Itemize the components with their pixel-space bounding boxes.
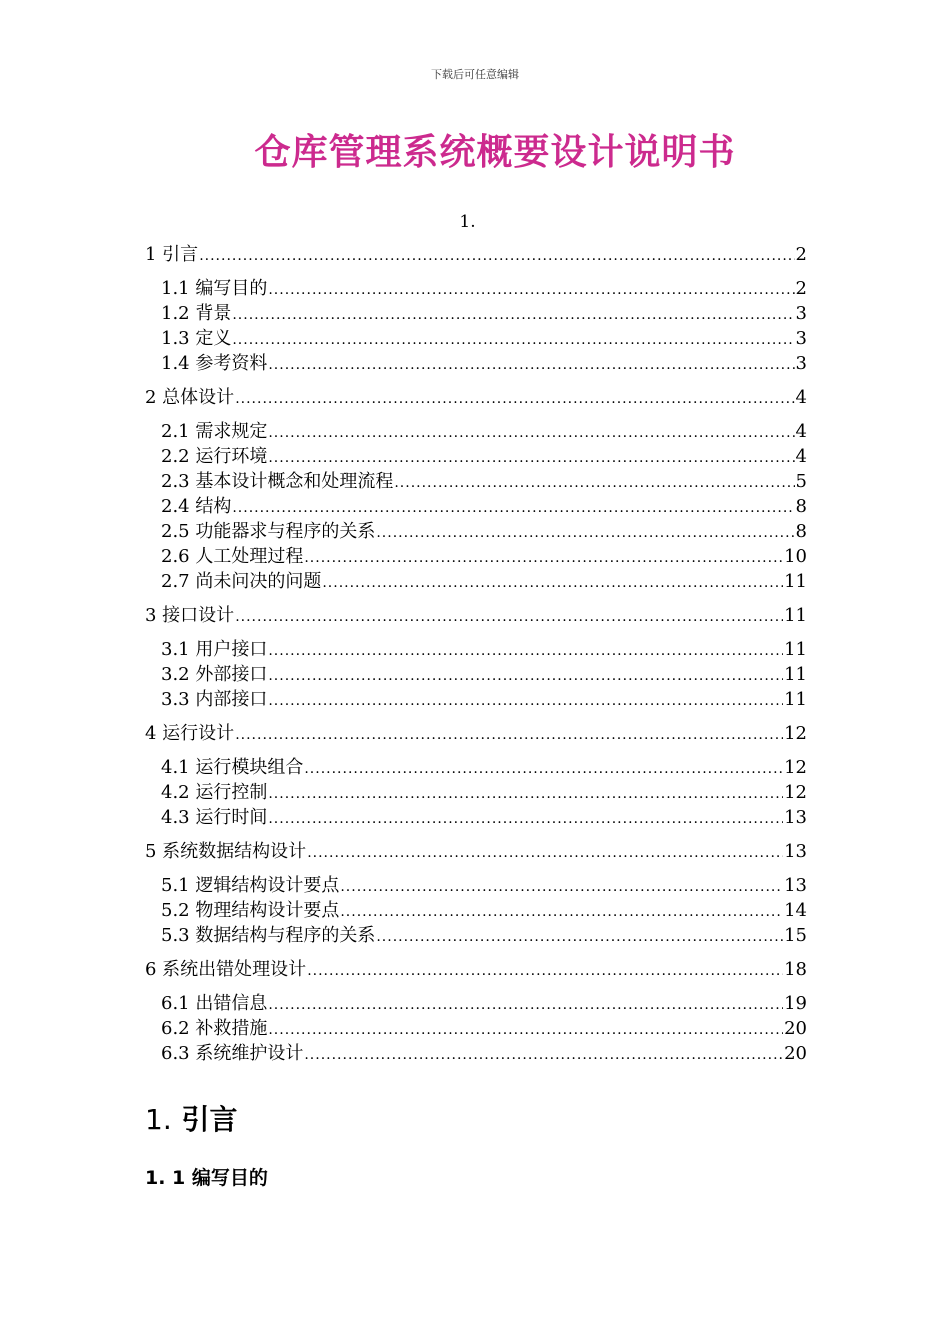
toc-entry[interactable] — [145, 326, 807, 351]
toc-dot-leader — [199, 244, 794, 269]
toc-entry-label: 6.1 出错信息 — [161, 993, 268, 1014]
toc-entry-page: 11 — [784, 689, 807, 710]
toc-entry[interactable] — [145, 469, 807, 494]
toc-entry-page: 8 — [795, 496, 807, 517]
section-heading-1-1: 1. 1 编写目的 — [145, 1167, 268, 1189]
toc-dot-leader — [268, 993, 783, 1018]
toc-entry-label: 1.1 编写目的 — [161, 278, 268, 299]
toc-entry-page: 4 — [795, 421, 807, 442]
toc-dot-leader — [268, 664, 783, 689]
toc-dot-leader — [304, 1043, 783, 1068]
toc-dot-leader — [268, 353, 794, 378]
toc-entry-label: 2.2 运行环境 — [161, 446, 268, 467]
toc-entry-label: 5.2 物理结构设计要点 — [161, 900, 340, 921]
toc-entry-label: 5.3 数据结构与程序的关系 — [161, 925, 376, 946]
toc-entry-page: 2 — [795, 278, 807, 299]
document-title: 仓库管理系统概要设计说明书 — [254, 132, 736, 173]
toc-entry-page: 12 — [784, 782, 807, 803]
toc-dot-leader — [268, 782, 783, 807]
toc-dot-leader — [268, 639, 783, 664]
toc-entry-page: 14 — [784, 900, 807, 921]
toc-entry-page: 19 — [784, 993, 807, 1014]
toc-entry-label: 4.2 运行控制 — [161, 782, 268, 803]
toc-entry-label: 1.3 定义 — [161, 328, 232, 349]
toc-entry-page: 4 — [795, 446, 807, 467]
toc-entry-page: 20 — [784, 1018, 807, 1039]
toc-dot-leader — [268, 689, 783, 714]
toc-entry[interactable] — [145, 839, 807, 864]
table-of-contents — [145, 242, 807, 1066]
toc-entry-label: 4.1 运行模块组合 — [161, 757, 304, 778]
toc-heading: 1. — [459, 212, 476, 232]
toc-entry[interactable] — [145, 923, 807, 948]
toc-entry-page: 8 — [795, 521, 807, 542]
toc-entry-page: 12 — [784, 757, 807, 778]
toc-entry-label: 3.2 外部接口 — [161, 664, 268, 685]
toc-entry-page: 13 — [784, 875, 807, 896]
toc-dot-leader — [322, 571, 783, 596]
toc-entry[interactable] — [145, 637, 807, 662]
toc-entry-label: 2.1 需求规定 — [161, 421, 268, 442]
toc-entry-page: 3 — [795, 353, 807, 374]
toc-dot-leader — [376, 925, 783, 950]
toc-entry[interactable] — [145, 519, 807, 544]
toc-entry-label: 2.6 人工处理过程 — [161, 546, 304, 567]
toc-dot-leader — [232, 328, 794, 353]
toc-entry[interactable] — [145, 351, 807, 376]
toc-entry[interactable] — [145, 276, 807, 301]
toc-entry-page: 2 — [795, 244, 807, 265]
toc-entry[interactable] — [145, 780, 807, 805]
toc-entry-label: 4.3 运行时间 — [161, 807, 268, 828]
toc-dot-leader — [268, 1018, 783, 1043]
toc-entry[interactable] — [145, 494, 807, 519]
toc-entry[interactable] — [145, 755, 807, 780]
toc-entry-label: 5 系统数据结构设计 — [145, 841, 307, 862]
toc-entry-label: 1.4 参考资料 — [161, 353, 268, 374]
toc-entry-label: 2.5 功能器求与程序的关系 — [161, 521, 376, 542]
toc-entry-label: 5.1 逻辑结构设计要点 — [161, 875, 340, 896]
toc-dot-leader — [232, 496, 794, 521]
toc-entry[interactable] — [145, 687, 807, 712]
toc-dot-leader — [268, 278, 794, 303]
toc-entry[interactable] — [145, 544, 807, 569]
toc-dot-leader — [268, 421, 794, 446]
toc-entry-page: 15 — [784, 925, 807, 946]
toc-entry[interactable] — [145, 242, 807, 267]
toc-entry-label: 2.7 尚未问决的问题 — [161, 571, 322, 592]
toc-entry-page: 18 — [784, 959, 807, 980]
toc-entry-page: 13 — [784, 841, 807, 862]
toc-entry-label: 2.4 结构 — [161, 496, 232, 517]
section-title: 引言 — [181, 1103, 238, 1136]
toc-entry-label: 2 总体设计 — [145, 387, 235, 408]
toc-entry[interactable] — [145, 603, 807, 628]
toc-entry-label: 6.3 系统维护设计 — [161, 1043, 304, 1064]
toc-entry-label: 4 运行设计 — [145, 723, 235, 744]
toc-dot-leader — [340, 900, 783, 925]
toc-entry[interactable] — [145, 957, 807, 982]
toc-dot-leader — [235, 723, 783, 748]
toc-dot-leader — [235, 605, 783, 630]
toc-dot-leader — [307, 959, 783, 984]
toc-entry-label: 2.3 基本设计概念和处理流程 — [161, 471, 394, 492]
toc-dot-leader — [304, 546, 783, 571]
section-heading-1 — [145, 1098, 237, 1138]
toc-entry-label: 6 系统出错处理设计 — [145, 959, 307, 980]
toc-entry-label: 1.2 背景 — [161, 303, 232, 324]
toc-dot-leader — [304, 757, 783, 782]
toc-entry-page: 11 — [784, 664, 807, 685]
toc-entry[interactable] — [145, 385, 807, 410]
section-number: 1. — [145, 1103, 172, 1136]
header-note: 下载后可任意编辑 — [431, 68, 519, 81]
toc-entry-page: 3 — [795, 328, 807, 349]
toc-entry[interactable] — [145, 1016, 807, 1041]
toc-dot-leader — [307, 841, 783, 866]
toc-entry-label: 3.1 用户接口 — [161, 639, 268, 660]
toc-entry-page: 11 — [784, 571, 807, 592]
toc-entry-page: 11 — [784, 639, 807, 660]
toc-entry-label: 6.2 补救措施 — [161, 1018, 268, 1039]
toc-entry[interactable] — [145, 569, 807, 594]
toc-dot-leader — [232, 303, 794, 328]
toc-entry[interactable] — [145, 721, 807, 746]
toc-dot-leader — [268, 807, 783, 832]
toc-dot-leader — [340, 875, 783, 900]
toc-entry[interactable] — [145, 419, 807, 444]
toc-entry[interactable] — [145, 898, 807, 923]
toc-dot-leader — [235, 387, 794, 412]
toc-entry[interactable] — [145, 1041, 807, 1066]
toc-entry-page: 3 — [795, 303, 807, 324]
toc-entry-label: 1 引言 — [145, 244, 199, 265]
toc-entry[interactable] — [145, 991, 807, 1016]
toc-entry-page: 12 — [784, 723, 807, 744]
toc-dot-leader — [376, 521, 794, 546]
toc-entry-label: 3 接口设计 — [145, 605, 235, 626]
toc-entry-page: 11 — [784, 605, 807, 626]
toc-entry[interactable] — [145, 301, 807, 326]
toc-dot-leader — [268, 446, 794, 471]
toc-entry-page: 5 — [795, 471, 807, 492]
toc-entry-page: 4 — [795, 387, 807, 408]
toc-entry[interactable] — [145, 873, 807, 898]
toc-entry[interactable] — [145, 662, 807, 687]
toc-entry[interactable] — [145, 805, 807, 830]
toc-entry[interactable] — [145, 444, 807, 469]
toc-entry-page: 10 — [784, 546, 807, 567]
toc-entry-label: 3.3 内部接口 — [161, 689, 268, 710]
toc-entry-page: 13 — [784, 807, 807, 828]
toc-dot-leader — [394, 471, 794, 496]
toc-entry-page: 20 — [784, 1043, 807, 1064]
